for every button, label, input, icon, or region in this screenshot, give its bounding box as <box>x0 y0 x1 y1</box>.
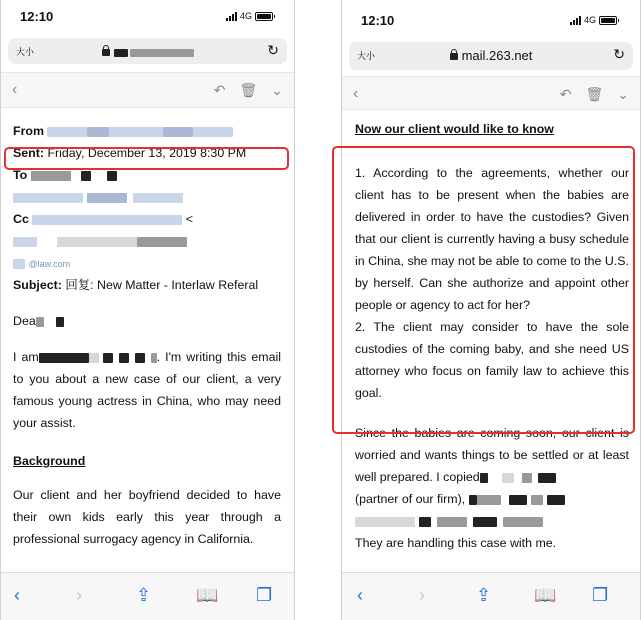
sent-label: Sent: <box>13 146 44 160</box>
reload-icon[interactable]: ↻ <box>613 46 625 62</box>
left-frame-line-right <box>294 0 295 620</box>
text-size-button[interactable]: 大小 <box>16 47 35 57</box>
cc-domain-row <box>13 252 281 274</box>
sent-highlight-box <box>4 147 289 170</box>
to-row-continued <box>13 186 281 208</box>
book-icon[interactable]: 📖 <box>534 585 557 605</box>
forward-icon[interactable]: › <box>76 585 82 605</box>
cc-row-continued <box>13 230 281 252</box>
intro-paragraph: I am . I'm writing this email to you about a new case of our client, a very famous young actress in China, who may need your assist. <box>13 350 281 430</box>
tabs-icon[interactable]: ❐ <box>592 585 609 605</box>
questions-highlight-box <box>332 146 635 434</box>
network-label: 4G <box>583 15 596 25</box>
status-time: 12:10 <box>361 13 395 28</box>
battery-icon <box>599 16 617 25</box>
background-title: Background <box>13 454 86 468</box>
intro-text: . I'm writing this email to you about a new case of our client, a very famous young actress in China, who may need your assist. <box>13 350 281 430</box>
subject-label: Subject: <box>13 278 62 292</box>
address-bar[interactable] <box>8 38 287 64</box>
cc-row <box>13 208 281 230</box>
status-indicators <box>226 11 273 21</box>
reply-icon[interactable]: ↶ <box>559 86 572 102</box>
battery-icon <box>255 12 273 21</box>
lock-icon <box>102 49 110 56</box>
subject-value: 回复: New Matter - Interlaw Referal <box>65 278 259 292</box>
background-paragraph: Our client and her boyfriend decided to have their own kids early this year through a professional surrogacy agency in California. <box>13 488 281 546</box>
trash-icon[interactable]: 🗑 <box>239 82 258 98</box>
url-domain: mail.263.net <box>349 48 633 63</box>
safari-bottom-bar <box>341 572 641 620</box>
address-bar[interactable] <box>349 42 633 70</box>
from-row <box>13 120 281 142</box>
status-indicators <box>570 15 617 25</box>
from-label: From <box>13 124 44 138</box>
followup-paragraph: Since the babies are coming soon, our client is worried and wants things to be settled or at least well prepared. I copied (partner of our firm), They are handling this case with me. <box>355 426 629 550</box>
chevron-left-icon[interactable]: ‹ <box>12 81 18 98</box>
mail-toolbar <box>341 76 641 110</box>
to-label: To <box>13 168 28 182</box>
signal-icon <box>570 16 581 25</box>
mail-actions <box>560 86 629 103</box>
tabs-icon[interactable]: ❐ <box>256 585 273 605</box>
chevron-left-icon[interactable]: ‹ <box>353 85 359 102</box>
status-bar <box>341 0 641 34</box>
back-icon[interactable]: ‹ <box>14 585 20 605</box>
question-1: 1. According to the agreements, whether our client has to be present when the babies are delivered in order to have the custodies? Given that our client is currently having a busy schedule in China, she may not be able to come to the U.S. by herself. Can she authorize and appoint other people or agency to act for her? <box>355 166 629 312</box>
share-icon[interactable]: ⇪ <box>136 585 152 605</box>
cc-label: Cc <box>13 212 29 226</box>
network-label: 4G <box>239 11 252 21</box>
question-2: 2. The client may consider to have the sole custodies of the coming baby, and she need US attorney who focus on family law to achieve this goal. <box>355 320 629 400</box>
back-icon[interactable]: ‹ <box>357 585 363 605</box>
reload-icon[interactable]: ↻ <box>267 42 279 58</box>
status-time: 12:10 <box>20 9 54 24</box>
url-domain <box>8 44 287 59</box>
safari-bottom-bar <box>0 572 295 620</box>
more-circle-icon[interactable]: ⌄ <box>271 82 283 98</box>
trash-icon[interactable]: 🗑 <box>585 86 604 102</box>
left-phone-screenshot <box>0 0 295 620</box>
sent-value: Friday, December 13, 2019 8:30 PM <box>47 146 247 160</box>
greeting: Dea <box>13 310 281 332</box>
section-title: Now our client would like to know <box>355 122 554 136</box>
lock-icon <box>450 53 458 60</box>
email-body <box>0 108 295 550</box>
book-icon[interactable]: 📖 <box>196 585 219 605</box>
forward-icon[interactable]: › <box>419 585 425 605</box>
text-size-button[interactable]: 大小 <box>357 51 376 61</box>
left-frame-line <box>0 0 1 620</box>
mail-toolbar <box>0 72 295 108</box>
cc-domain: @law.com <box>28 259 71 269</box>
status-bar <box>0 0 295 34</box>
subject-row <box>13 274 281 296</box>
signal-icon <box>226 12 237 21</box>
cc-suffix: < <box>185 212 193 226</box>
more-circle-icon[interactable]: ⌄ <box>617 86 629 102</box>
reply-icon[interactable]: ↶ <box>213 82 226 98</box>
share-icon[interactable]: ⇪ <box>476 585 492 605</box>
mail-actions <box>214 82 283 99</box>
